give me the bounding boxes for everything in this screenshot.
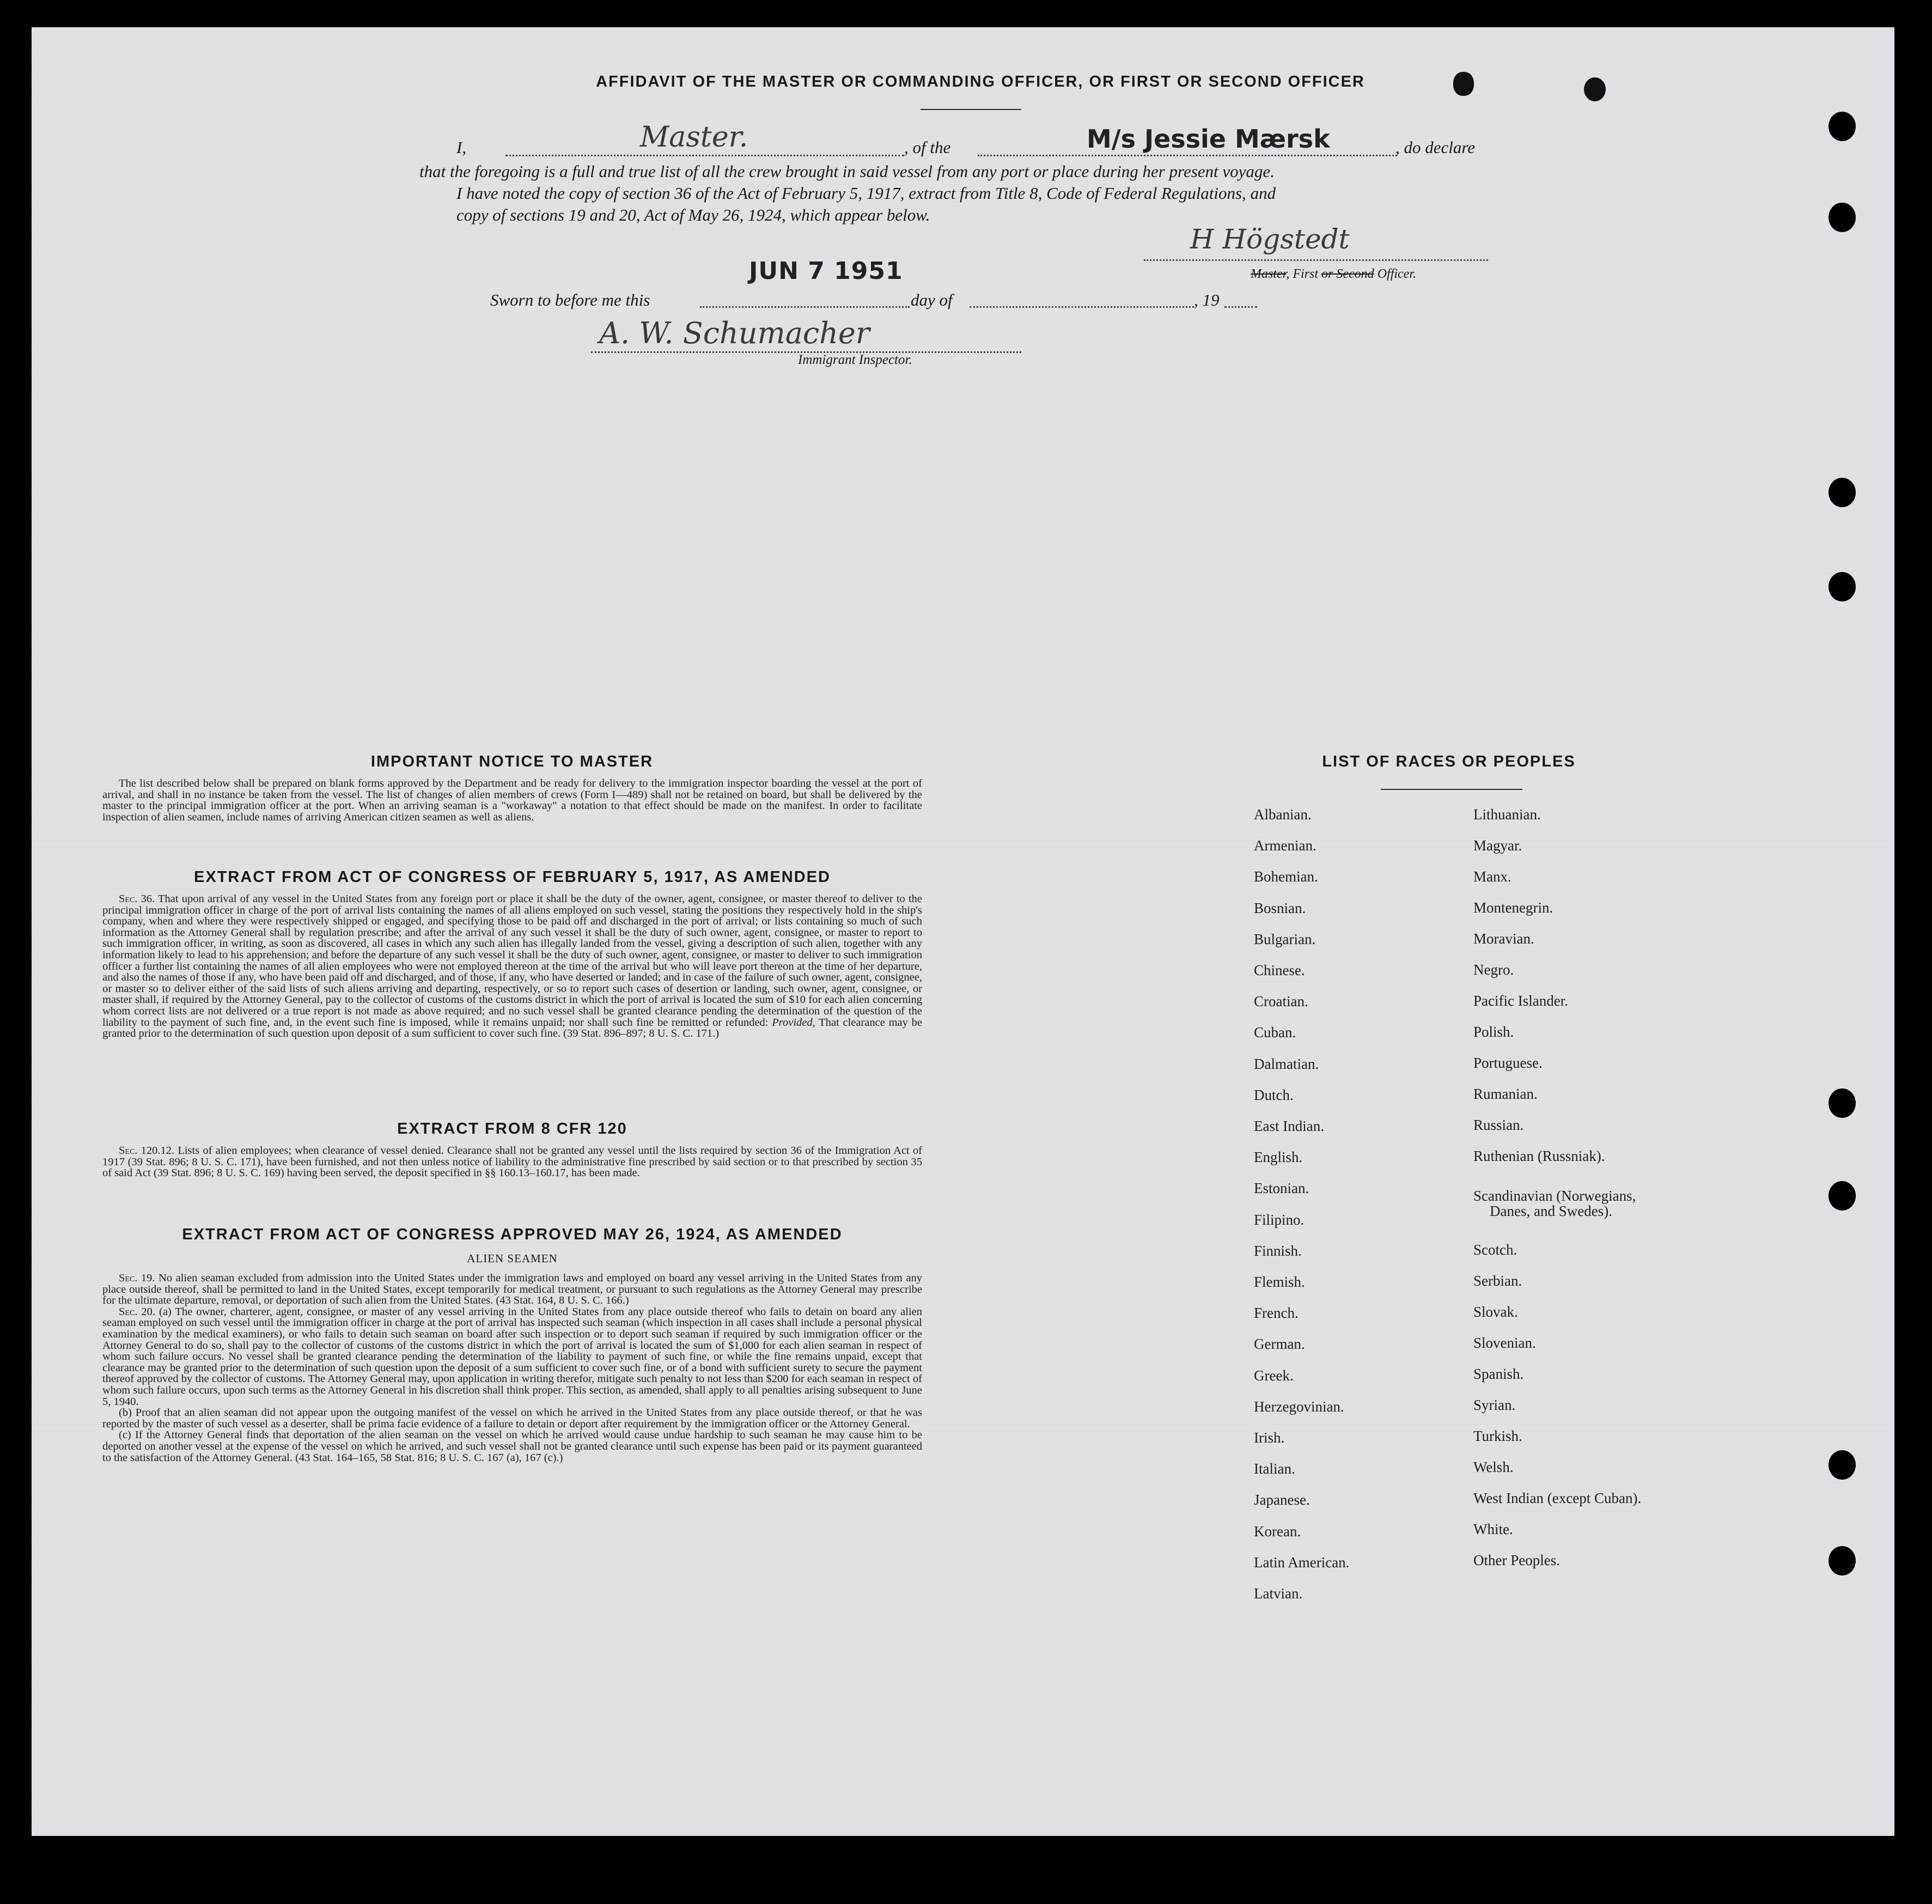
sec-20-label: Sec. 20. — [119, 1305, 156, 1318]
sworn-day-line — [700, 306, 910, 308]
race-item: Latin American. — [1254, 1554, 1350, 1571]
race-item: Syrian. — [1473, 1397, 1516, 1413]
date-stamp: JUN 7 1951 — [749, 257, 903, 285]
sec-36-text-end: That clearance may be granted prior to the determination of such question upon deposit of a sum sufficient to cover such fine. (39 Stat. 896–897; 8 U. S. C. 171.) — [102, 1016, 923, 1040]
race-item: Cuban. — [1254, 1024, 1296, 1041]
notice-title: IMPORTANT NOTICE TO MASTER — [370, 753, 654, 770]
notice-paragraph: The list described below shall be prepared on blank forms approved by the Department and be ready for delivery to the immigration inspector boarding the vessel at the port of arrival, and shall in no instance be taken from the vessel. The list of changes of alien members of crews (Form I—489) shall not be retained on board, but shall be delivered by the master to the principal immigration officer at the port. When an arriving seaman is a "workaway" a notation to that effect should be made on the manifest. In order to facilitate inspection of alien seamen, include names of arriving American citizen seamen as well as aliens. — [102, 777, 922, 823]
punch-hole — [1829, 1450, 1856, 1480]
races-title: LIST OF RACES OR PEOPLES — [1322, 753, 1576, 770]
race-item: Armenian. — [1254, 837, 1317, 854]
statement-line-2: I have noted the copy of section 36 of the Act of February 5, 1917, extract from Title 8, Code of Federal Regulations, and — [456, 184, 1276, 203]
sec-19-label: Sec. 19. — [119, 1272, 155, 1284]
race-item: Irish. — [1254, 1429, 1285, 1446]
sworn-label: Sworn to before me this — [490, 290, 650, 309]
affidavit-title: AFFIDAVIT OF THE MASTER OR COMMANDING OFFICER, OR FIRST OR SECOND OFFICER — [596, 73, 1365, 90]
punch-hole — [1829, 1088, 1856, 1118]
punch-hole — [1829, 112, 1856, 141]
race-item: Herzegovinian. — [1254, 1398, 1344, 1415]
officer-caption-end: Officer. — [1374, 267, 1417, 281]
officer-signature-line — [1144, 259, 1488, 261]
extract-1924-subtitle: ALIEN SEAMEN — [467, 1252, 558, 1265]
sworn-year-line — [1224, 306, 1257, 308]
race-item: Scotch. — [1473, 1242, 1517, 1258]
race-item: East Indian. — [1254, 1118, 1324, 1134]
race-item: Montenegrin. — [1473, 899, 1553, 916]
sec-120-paragraph — [102, 1145, 922, 1179]
extract-1924-title: EXTRACT FROM ACT OF CONGRESS APPROVED MAY 26, 1924, AS AMENDED — [182, 1226, 843, 1243]
title-rule — [921, 109, 1021, 110]
race-item: Moravian. — [1473, 930, 1534, 947]
statement-line-1: that the foregoing is a full and true list of all the crew brought in said vessel from any port or place during her present voyage. — [419, 162, 1275, 181]
provided-label: Provided, — [772, 1016, 815, 1029]
race-item: Danes, and Swedes). — [1490, 1203, 1612, 1219]
race-item: Albanian. — [1254, 806, 1312, 823]
extract-1917-text — [102, 893, 922, 1039]
race-item: Manx. — [1473, 868, 1512, 885]
race-item: Japanese. — [1254, 1492, 1310, 1508]
race-item: Slovenian. — [1473, 1335, 1536, 1351]
sworn-month-line — [970, 306, 1194, 308]
do-declare-label: , do declare — [1395, 138, 1476, 157]
races-title-rule — [1381, 789, 1522, 790]
i-label: I, — [456, 138, 467, 157]
punch-hole — [1829, 478, 1856, 507]
race-item: Flemish. — [1254, 1274, 1305, 1290]
race-item: Greek. — [1254, 1367, 1294, 1384]
officer-caption — [1251, 263, 1416, 285]
race-item: Ruthenian (Russniak). — [1473, 1148, 1605, 1164]
race-item: Filipino. — [1254, 1211, 1305, 1228]
punch-hole — [1829, 1546, 1856, 1575]
race-item: Croatian. — [1254, 993, 1308, 1010]
race-item: Rumanian. — [1473, 1086, 1538, 1102]
sec-36-paragraph — [102, 893, 922, 1039]
officer-signature: H Högstedt — [1190, 223, 1350, 255]
of-the-label: , of the — [904, 138, 951, 157]
race-item: Chinese. — [1254, 962, 1305, 978]
sec-36-text: That upon arrival of any vessel in the United States from any foreign port or place it shall be the duty of the owner, agent, consignee, or master thereof to deliver to the principal immigration officer in charge of the port of arrival lists containing the names of all aliens employed on such vessel, stating the positions they respectively hold in the ship's company, when and where they were respectively shipped or engaged, and specifying those to be paid off and discharged in the port of arrival; or lists containing so much of such information as the Attorney General shall by regulation prescribe; and after the arrival of any such vessel it shall be the duty of such owner, agent, consignee, or master to report to such immigration officer, in writing, as soon as discovered, all cases in which any such alien has illegally landed from the vessel, giving a description of such alien, together with any information likely to lead to his apprehension; and before the departure of any such vessel it shall be the duty of such owner, agent, consignee, or master to deliver to such immigration officer a further list containing the names of all alien employees who were not employed thereon at the time of the arrival but who will leave port thereon at the time of her departure, and also the names of those if any, who have been paid off and discharged, and of those, if any, who have deserted or landed; and in case of the failure of such owner, agent, consignee, or master so to deliver either of the said lists of such aliens arriving and departing, respectively, or so to report such cases of desertion or landing, such owner, agent, consignee, or master shall, if required by the Attorney General, pay to the collector of customs of the customs district in which the port of arrival is located the sum of $10 for each alien concerning whom correct lists are not delivered or a true report is not made as above required; and no such vessel shall be granted clearance pending the determination of the question of the liability to the payment of such fine, and, in the event such fine is imposed, while it remains unpaid; nor shall such fine be remitted or refunded: — [102, 893, 922, 1029]
punch-hole — [1829, 203, 1856, 232]
sec-20a-paragraph — [102, 1306, 922, 1407]
race-item: Spanish. — [1473, 1366, 1524, 1382]
extract-cfr-text — [102, 1145, 922, 1179]
vessel-name: M/s Jessie Mærsk — [1087, 124, 1330, 154]
sec-20a-text: (a) The owner, charterer, agent, consignee, or master of any vessel arriving in the United States from any place outside thereof who fails to detain on board any alien seaman employed on such vessel until the immigration officer in charge at the port of arrival has inspected such seaman (which inspection in all cases shall include a personal physical examination by the medical examiners), or who fails to detain such seaman on board after such inspection or to deport such seaman if required by such immigration officer or the Attorney General to do so, shall pay to the collector of customs of the customs district in which the port of arrival is located the sum of $1,000 for each alien seaman in respect of whom such failure occurs. No vessel shall be granted clearance pending the determination of the liability to payment of such fine, or while the fine remains unpaid, except that clearance may be granted prior to the determination of such question upon the deposit of a sum sufficient to cover such fine, or of a bond with sufficient surety to secure the payment thereof approved by the collector of customs. The Attorney General may, upon application in writing therefor, mitigate such penalty to not less than $200 for each seaman in respect of whom such failure occurs, upon such terms as the Attorney General in his discretion shall think proper. This section, as amended, shall apply to all penalties arising subsequent to June 5, 1940. — [102, 1305, 923, 1408]
race-item: Pacific Islander. — [1473, 993, 1568, 1009]
day-of-label: day of — [911, 290, 953, 309]
sec-120-text: Lists of alien employees; when clearance of vessel denied. Clearance shall not be granted any vessel until the lists required by section 36 of the Immigration Act of 1917 (39 Stat. 896; 8 U. S. C. 171), have been furnished, and not then unless notice of liability to the administrative fine prescribed by said section or to that prescribed by section 35 of said Act (39 Stat. 896; 8 U. S. C. 169) having been served, the deposit specified in §§ 160.13–160.17, has been made. — [102, 1145, 923, 1179]
race-item: Turkish. — [1473, 1428, 1522, 1444]
sec-120-label: Sec. 120.12. — [119, 1145, 175, 1157]
race-item: Dutch. — [1254, 1086, 1294, 1103]
race-item: Portuguese. — [1473, 1055, 1543, 1071]
sec-36-label: Sec. 36. — [119, 893, 155, 905]
race-item: Bosnian. — [1254, 899, 1306, 916]
statement-line-3: copy of sections 19 and 20, Act of May 26, 1924, which appear below. — [456, 205, 930, 224]
punch-hole — [1829, 572, 1856, 601]
race-item: Finnish. — [1254, 1242, 1302, 1259]
officer-caption-struck-second: or Second — [1321, 267, 1374, 281]
race-item: English. — [1254, 1149, 1303, 1166]
race-item: French. — [1254, 1305, 1299, 1322]
race-item: Polish. — [1473, 1024, 1514, 1040]
race-item: Magyar. — [1473, 837, 1522, 854]
sec-19-text: No alien seaman excluded from admission into the United States under the immigration laws and employed on board any vessel arriving in the United States from any place outside thereof, shall be permitted to land in the United States, except temporarily for medical treatment, or pursuant to such regulations as the Attorney General may prescribe for the ultimate departure, removal, or deportation of such alien from the United States. (43 Stat. 164, 8 U. S. C. 166.) — [102, 1272, 923, 1307]
officer-caption-first: , First — [1286, 267, 1322, 281]
extract-1917-title: EXTRACT FROM ACT OF CONGRESS OF FEBRUARY 5, 1917, AS AMENDED — [194, 868, 831, 886]
race-item: German. — [1254, 1336, 1305, 1353]
race-item: White. — [1473, 1521, 1513, 1537]
race-item: Russian. — [1473, 1117, 1524, 1133]
race-item: Italian. — [1254, 1461, 1295, 1477]
race-item: Scandinavian (Norwegians, — [1473, 1188, 1636, 1204]
sec-20b-paragraph: (b) Proof that an alien seaman did not appear upon the outgoing manifest of the vessel on which he arrived in the United States from any place outside thereof, or that he was reported by the master of such vessel as a deserter, shall be prima facie evidence of a failure to detain or deport after requirement by the immigration officer or the Attorney General. — [102, 1407, 922, 1430]
inspector-signature: A. W. Schumacher — [599, 316, 870, 350]
vessel-field-line — [978, 155, 1397, 156]
race-item: Bulgarian. — [1254, 930, 1316, 947]
race-item: Dalmatian. — [1254, 1055, 1319, 1072]
race-item: Estonian. — [1254, 1180, 1309, 1197]
sec-20c-paragraph: (c) If the Attorney General finds that deportation of the alien seaman on the vessel on which he arrived would cause undue hardship to such seaman he may cause him to be deported on another vessel at the expense of the vessel on which he arrived, and such vessel shall not be granted clearance until such expense has been paid or its payment guaranteed to the satisfaction of the Attorney General. (43 Stat. 164–165, 58 Stat. 816; 8 U. S. C. 167 (a), 167 (c).) — [102, 1429, 922, 1464]
race-item: Latvian. — [1254, 1585, 1303, 1602]
ink-blot — [1584, 77, 1606, 101]
race-item: Slovak. — [1473, 1304, 1518, 1320]
extract-cfr-title: EXTRACT FROM 8 CFR 120 — [397, 1120, 627, 1137]
notice-text — [102, 778, 922, 823]
race-item: Lithuanian. — [1473, 806, 1541, 823]
year-label: , 19 — [1194, 290, 1220, 309]
race-item: Welsh. — [1473, 1459, 1514, 1475]
master-handwritten: Master. — [640, 121, 748, 154]
master-field-line — [505, 155, 904, 156]
inspector-caption: Immigrant Inspector. — [798, 352, 912, 367]
race-item: West Indian (except Cuban). — [1473, 1490, 1642, 1506]
punch-hole — [1829, 1181, 1856, 1210]
race-item: Negro. — [1473, 962, 1514, 978]
officer-caption-struck-master: Master — [1251, 267, 1287, 281]
race-item: Serbian. — [1473, 1273, 1522, 1289]
sec-19-paragraph — [102, 1273, 922, 1306]
extract-1924-text — [102, 1273, 922, 1463]
race-item: Korean. — [1254, 1523, 1301, 1540]
race-item: Bohemian. — [1254, 868, 1318, 885]
race-item: Other Peoples. — [1473, 1552, 1560, 1568]
